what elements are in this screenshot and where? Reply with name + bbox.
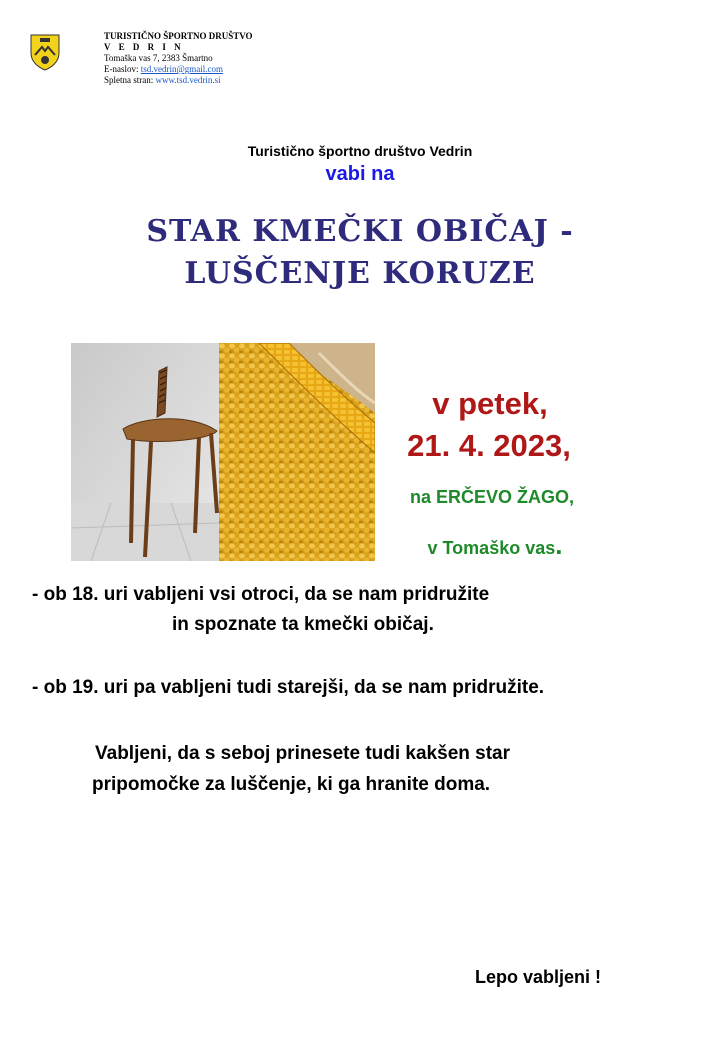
event-title-line1: STAR KMEČKI OBIČAJ - xyxy=(146,214,574,249)
event-village-period: . xyxy=(555,530,563,560)
event-place: na ERČEVO ŽAGO, xyxy=(409,487,575,507)
coat-of-arms-icon xyxy=(30,33,60,71)
schedule-adults: - ob 19. uri pa vabljeni tudi starejši, da se nam pridružite. xyxy=(32,677,545,698)
event-village-name: v Tomaško vas xyxy=(427,538,556,558)
invite-text: vabi na xyxy=(325,163,395,185)
chair-photo xyxy=(71,343,219,561)
event-date: 21. 4. 2023, xyxy=(407,428,571,463)
note-line2: pripomočke za luščenje, ki ga hranite doma. xyxy=(92,774,491,795)
organizer-line: Turistično športno društvo Vedrin xyxy=(247,143,473,159)
letterhead xyxy=(104,31,253,86)
email-line xyxy=(104,64,253,75)
web-line xyxy=(104,75,253,86)
schedule-children-line2: in spoznate ta kmečki običaj. xyxy=(172,614,434,635)
event-village xyxy=(390,530,600,561)
web-label: Spletna stran: xyxy=(104,75,156,85)
schedule-children-line1: - ob 18. uri vabljeni vsi otroci, da se nam pridružite xyxy=(32,584,490,605)
event-day: v petek, xyxy=(432,386,548,421)
web-link[interactable]: www.tsd.vedrin.si xyxy=(155,75,221,85)
address: Tomaška vas 7, 2383 Šmartno xyxy=(104,53,213,63)
closing-greeting: Lepo vabljeni ! xyxy=(475,967,602,987)
note-line1: Vabljeni, da s seboj prinesete tudi kakšen star xyxy=(95,743,510,764)
email-label: E-naslov: xyxy=(104,64,141,74)
email-link[interactable]: tsd.vedrin@gmail.com xyxy=(140,64,224,74)
event-title-line2: LUŠČENJE KORUZE xyxy=(184,256,536,291)
corn-photo xyxy=(219,343,375,561)
org-name: TURISTIČNO ŠPORTNO DRUŠTVO xyxy=(104,31,253,41)
org-short-name: V E D R I N xyxy=(104,42,184,52)
